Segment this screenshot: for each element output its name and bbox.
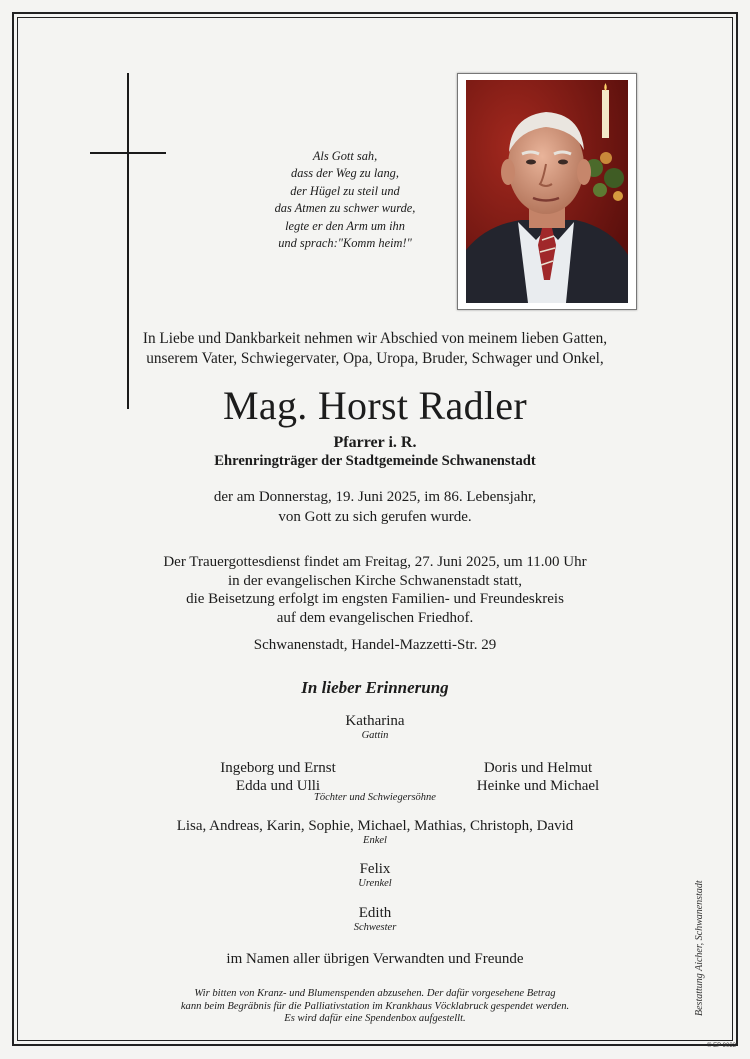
service-line: auf dem evangelischen Friedhof. xyxy=(276,609,474,626)
service-line: die Beisetzung erfolgt im engsten Familien- und Freundeskreis xyxy=(186,591,564,607)
death-notice xyxy=(0,487,750,527)
note-line: Es wird dafür eine Spendenbox aufgestellt. xyxy=(284,1013,466,1024)
great-grandchild-role: Urenkel xyxy=(358,878,392,889)
grandchildren-names: Lisa, Andreas, Karin, Sophie, Michael, Mathias, Christoph, David xyxy=(176,818,574,834)
portrait-image xyxy=(466,80,628,303)
grandchildren-entry xyxy=(0,817,750,847)
service-line: Der Trauergottesdienst findet am Freitag, 27. Juni 2025, um 11.00 Uhr xyxy=(163,554,587,570)
great-grandchild-name: Felix xyxy=(359,861,391,877)
sister-name: Edith xyxy=(358,905,392,921)
deceased-name: Mag. Horst Radler xyxy=(223,383,527,428)
funeral-home-credit: Bestattung Aicher, Schwanenstadt xyxy=(694,880,705,1016)
poem-line: legte er den Arm um ihn xyxy=(285,218,405,233)
children-left xyxy=(198,759,358,795)
note-line: kann beim Begräbnis für die Palliativstation im Krankhaus Vöcklabruck gespendet werden. xyxy=(180,1000,570,1012)
service-line: in der evangelischen Kirche Schwanenstadt statt, xyxy=(227,572,523,589)
poem xyxy=(240,148,450,252)
death-line: von Gott zu sich gerufen wurde. xyxy=(278,509,472,525)
sister-role: Schwester xyxy=(353,922,397,933)
remembrance-heading: In lieber Erinnerung xyxy=(301,678,449,697)
child-couple: Heinke und Michael xyxy=(476,778,600,794)
spouse-entry xyxy=(0,712,750,742)
child-couple: Doris und Helmut xyxy=(483,760,593,776)
poem-line: das Atmen zu schwer wurde, xyxy=(274,201,416,216)
service-info xyxy=(0,553,750,627)
cross-bar xyxy=(90,152,166,154)
child-couple: Edda und Ulli xyxy=(235,778,321,794)
intro-text xyxy=(0,329,750,369)
note-line: Wir bitten von Kranz- und Blumenspenden abzusehen. Der dafür vorgesehene Betrag xyxy=(194,988,556,999)
portrait-photo xyxy=(457,73,637,310)
spouse-role: Gattin xyxy=(361,730,389,741)
deceased-honor: Ehrenringträger der Stadtgemeinde Schwanenstadt xyxy=(214,453,536,469)
children-right xyxy=(458,759,618,795)
spouse-name: Katharina xyxy=(345,713,405,729)
poem-line: dass der Weg zu lang, xyxy=(291,166,399,181)
great-grandchild-entry xyxy=(0,860,750,890)
intro-line: unserem Vater, Schwiegervater, Opa, Uropa, Bruder, Schwager und Onkel, xyxy=(146,350,604,367)
poem-line: und sprach:"Komm heim!" xyxy=(278,236,412,251)
footer-code: © EP 9033 xyxy=(707,1043,736,1049)
poem-line: der Hügel zu steil und xyxy=(290,183,400,198)
donation-note xyxy=(0,988,750,1026)
sister-entry xyxy=(0,904,750,934)
poem-line: Als Gott sah, xyxy=(312,149,378,163)
deceased-role: Pfarrer i. R. xyxy=(333,434,417,451)
address: Schwanenstadt, Handel-Mazzetti-Str. 29 xyxy=(253,637,497,653)
grandchildren-role: Enkel xyxy=(363,835,387,846)
child-couple: Ingeborg und Ernst xyxy=(220,760,336,776)
intro-line: In Liebe und Dankbarkeit nehmen wir Abschied von meinem lieben Gatten, xyxy=(142,330,608,347)
death-line: der am Donnerstag, 19. Juni 2025, im 86. Lebensjahr, xyxy=(213,489,537,505)
others-line: im Namen aller übrigen Verwandten und Freunde xyxy=(226,951,524,967)
children-role: Töchter und Schwiegersöhne xyxy=(314,792,436,803)
